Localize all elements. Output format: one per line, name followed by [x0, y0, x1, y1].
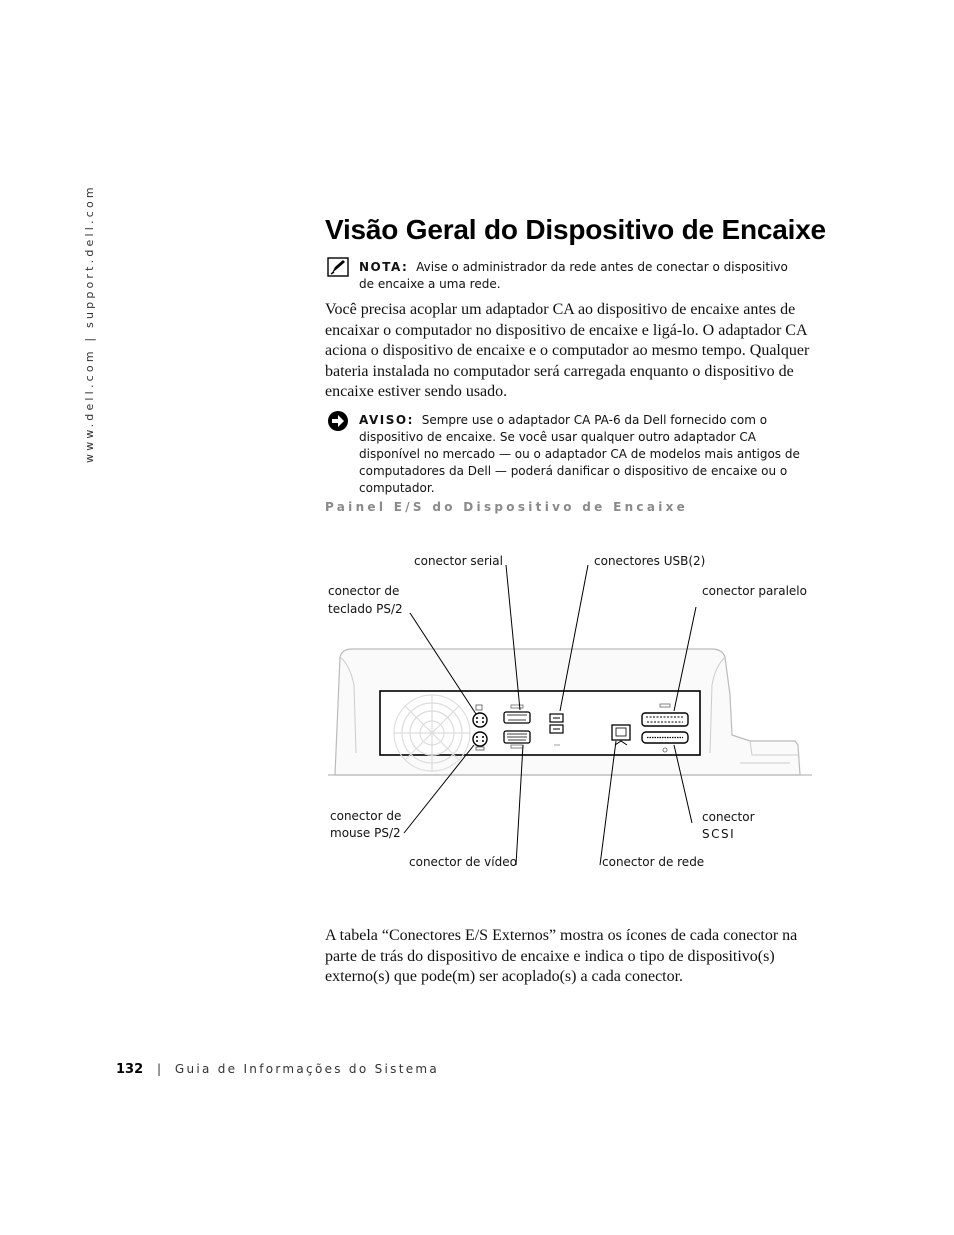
sidebar-url: www.dell.com | support.dell.com — [83, 184, 96, 463]
callout-scsi-line2: SCSI — [702, 827, 736, 841]
callout-mouse-line1: conector de — [330, 809, 402, 823]
note-text: Avise o administrador da rede antes de conectar o dispositivo de encaixe a uma rede. — [359, 260, 788, 291]
caution-arrow-icon — [327, 410, 349, 432]
callout-serial: conector serial — [414, 554, 503, 568]
body-paragraph-2: A tabela “Conectores E/S Externos” mostra os ícones de cada conector na parte de trás do dispositivo de encaixe e indica o tipo de dispositivo(s) externo(s) que pode(m) ser acoplado(s) a cada conector. — [325, 927, 798, 985]
callout-parallel: conector paralelo — [702, 584, 807, 598]
docking-device-io-panel-diagram — [320, 545, 820, 890]
footer-separator: | — [156, 1062, 162, 1076]
callout-video: conector de vídeo — [409, 855, 517, 869]
footer-doc-title: Guia de Informações do Sistema — [174, 1062, 440, 1076]
caution-label: AVISO: — [359, 413, 414, 427]
figure-caption: Painel E/S do Dispositivo de Encaixe — [325, 500, 689, 514]
fan-grille — [394, 695, 470, 771]
callout-scsi-line1: conector — [702, 810, 755, 824]
callout-usb: conectores USB(2) — [594, 554, 706, 568]
callout-keyboard-line1: conector de — [328, 584, 400, 598]
page-number: 132 — [116, 1062, 144, 1077]
page-title: Visão Geral do Dispositivo de Encaixe — [325, 214, 826, 245]
note-block — [359, 259, 799, 293]
page-footer — [116, 1062, 439, 1077]
callout-network: conector de rede — [602, 855, 705, 869]
callout-mouse-line2: mouse PS/2 — [330, 826, 401, 840]
body-paragraph-1: Você precisa acoplar um adaptador CA ao dispositivo de encaixe antes de encaixar o computador no dispositivo de encaixe e ligá-lo. O adaptador CA aciona o dispositivo de encaixe e o computador ao mesmo tempo. Qualquer bateria instalada no computador será carregada enquanto o dispositivo de encaixe estiver sendo usado. — [325, 301, 810, 400]
note-label: NOTA: — [359, 260, 409, 274]
callout-keyboard-line2: teclado PS/2 — [328, 602, 403, 616]
caution-block — [359, 412, 819, 497]
caution-text: Sempre use o adaptador CA PA-6 da Dell fornecido com o dispositivo de encaixe. Se você usar qualquer outro adaptador CA disponível no mercado — ou o adaptador CA de modelos mais antigos de computadores da Dell — poderá danificar o dispositivo de encaixe ou o computador. — [359, 413, 800, 495]
note-icon — [327, 257, 349, 277]
